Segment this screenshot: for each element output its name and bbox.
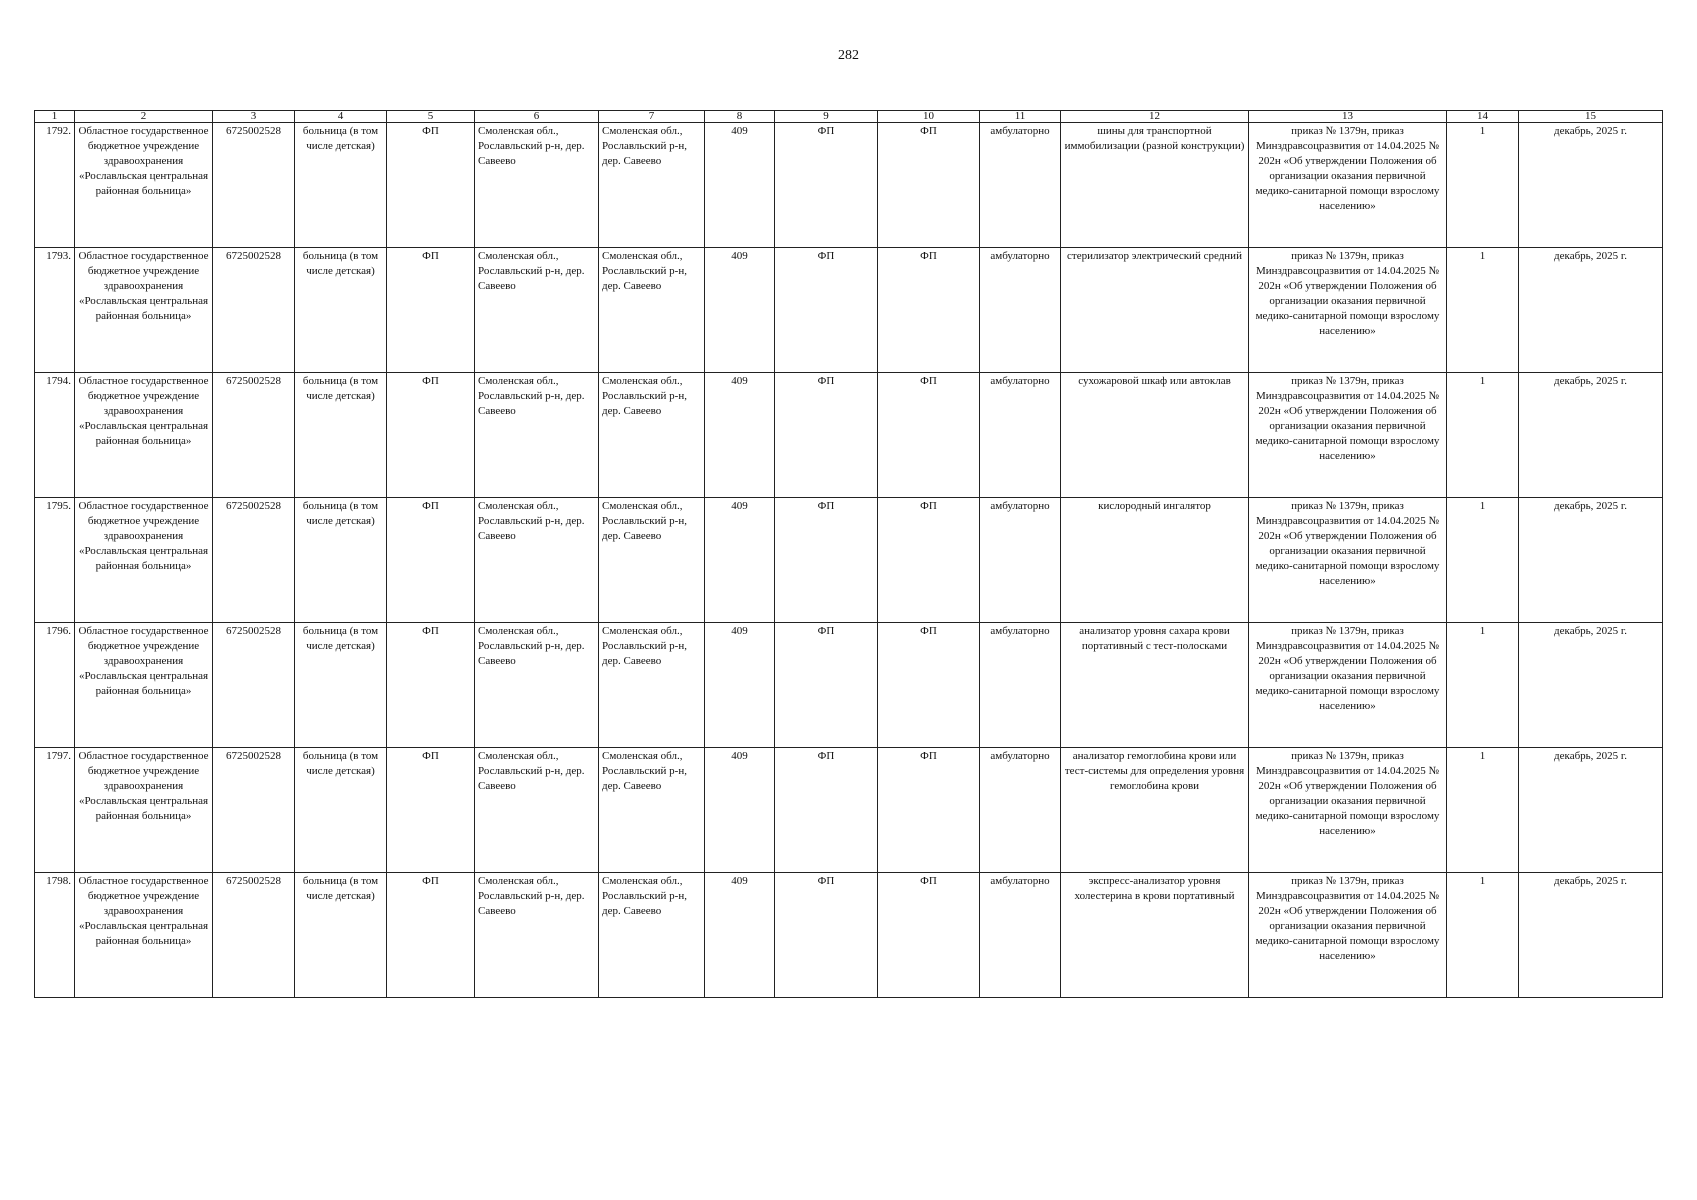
equipment-name: анализатор гемоглобина крови или тест-системы для определения уровня гемоглобина крови (1061, 748, 1249, 873)
column-header: 15 (1519, 111, 1663, 123)
facility-type: больница (в том числе детская) (295, 623, 387, 748)
delivery-date: декабрь, 2025 г. (1519, 623, 1663, 748)
facility-type: больница (в том числе детская) (295, 373, 387, 498)
facility-type: больница (в том числе детская) (295, 123, 387, 248)
equipment-table (34, 110, 1663, 998)
equipment-name: анализатор уровня сахара крови портативный с тест-полосками (1061, 623, 1249, 748)
organization-name: Областное государственное бюджетное учреждение здравоохранения «Рославльская центральная районная больница» (75, 248, 213, 373)
organization-name: Областное государственное бюджетное учреждение здравоохранения «Рославльская центральная районная больница» (75, 373, 213, 498)
unit-col10: ФП (878, 373, 980, 498)
unit-col9: ФП (775, 248, 878, 373)
column-header: 11 (980, 111, 1061, 123)
unit-col10: ФП (878, 623, 980, 748)
address-primary: Смоленская обл., Рославльский р-н, дер. Савеево (475, 373, 599, 498)
address-primary: Смоленская обл., Рославльский р-н, дер. Савеево (475, 498, 599, 623)
header-row (35, 111, 1663, 123)
column-header: 6 (475, 111, 599, 123)
quantity: 1 (1447, 373, 1519, 498)
address-primary: Смоленская обл., Рославльский р-н, дер. Савеево (475, 873, 599, 998)
quantity: 1 (1447, 123, 1519, 248)
row-number: 1795. (35, 498, 75, 623)
inn-code: 6725002528 (213, 748, 295, 873)
unit-col10: ФП (878, 498, 980, 623)
unit-col9: ФП (775, 873, 878, 998)
unit-col9: ФП (775, 373, 878, 498)
table-body (35, 123, 1663, 998)
quantity: 1 (1447, 873, 1519, 998)
organization-name: Областное государственное бюджетное учреждение здравоохранения «Рославльская центральная районная больница» (75, 623, 213, 748)
quantity: 1 (1447, 748, 1519, 873)
address-secondary: Смоленская обл., Рославльский р-н, дер. Савеево (599, 373, 705, 498)
organization-name: Областное государственное бюджетное учреждение здравоохранения «Рославльская центральная районная больница» (75, 498, 213, 623)
delivery-date: декабрь, 2025 г. (1519, 748, 1663, 873)
unit-col10: ФП (878, 123, 980, 248)
column-header: 10 (878, 111, 980, 123)
unit-col10: ФП (878, 748, 980, 873)
code-value: 409 (705, 248, 775, 373)
column-header: 12 (1061, 111, 1249, 123)
code-value: 409 (705, 873, 775, 998)
table-row (35, 623, 1663, 748)
unit-type: ФП (387, 873, 475, 998)
delivery-date: декабрь, 2025 г. (1519, 248, 1663, 373)
row-number: 1796. (35, 623, 75, 748)
table-row (35, 123, 1663, 248)
legal-basis: приказ № 1379н, приказ Минздравсоцразвития от 14.04.2025 № 202н «Об утверждении Положения об организации оказания первичной медико-санитарной помощи взрослому населению» (1249, 623, 1447, 748)
organization-name: Областное государственное бюджетное учреждение здравоохранения «Рославльская центральная районная больница» (75, 873, 213, 998)
unit-col9: ФП (775, 748, 878, 873)
table-row (35, 873, 1663, 998)
organization-name: Областное государственное бюджетное учреждение здравоохранения «Рославльская центральная районная больница» (75, 748, 213, 873)
facility-type: больница (в том числе детская) (295, 248, 387, 373)
address-secondary: Смоленская обл., Рославльский р-н, дер. Савеево (599, 248, 705, 373)
unit-col9: ФП (775, 123, 878, 248)
page-number: 282 (838, 48, 859, 63)
delivery-date: декабрь, 2025 г. (1519, 873, 1663, 998)
legal-basis: приказ № 1379н, приказ Минздравсоцразвития от 14.04.2025 № 202н «Об утверждении Положения об организации оказания первичной медико-санитарной помощи взрослому населению» (1249, 748, 1447, 873)
care-mode: амбулаторно (980, 123, 1061, 248)
quantity: 1 (1447, 498, 1519, 623)
care-mode: амбулаторно (980, 248, 1061, 373)
address-primary: Смоленская обл., Рославльский р-н, дер. Савеево (475, 248, 599, 373)
code-value: 409 (705, 748, 775, 873)
row-number: 1794. (35, 373, 75, 498)
column-header: 9 (775, 111, 878, 123)
organization-name: Областное государственное бюджетное учреждение здравоохранения «Рославльская центральная районная больница» (75, 123, 213, 248)
row-number: 1797. (35, 748, 75, 873)
code-value: 409 (705, 373, 775, 498)
column-header: 4 (295, 111, 387, 123)
inn-code: 6725002528 (213, 248, 295, 373)
legal-basis: приказ № 1379н, приказ Минздравсоцразвития от 14.04.2025 № 202н «Об утверждении Положения об организации оказания первичной медико-санитарной помощи взрослому населению» (1249, 373, 1447, 498)
address-primary: Смоленская обл., Рославльский р-н, дер. Савеево (475, 748, 599, 873)
delivery-date: декабрь, 2025 г. (1519, 498, 1663, 623)
column-header: 3 (213, 111, 295, 123)
column-header: 5 (387, 111, 475, 123)
address-secondary: Смоленская обл., Рославльский р-н, дер. Савеево (599, 623, 705, 748)
facility-type: больница (в том числе детская) (295, 748, 387, 873)
unit-col10: ФП (878, 873, 980, 998)
unit-type: ФП (387, 623, 475, 748)
column-header: 14 (1447, 111, 1519, 123)
inn-code: 6725002528 (213, 373, 295, 498)
row-number: 1798. (35, 873, 75, 998)
legal-basis: приказ № 1379н, приказ Минздравсоцразвития от 14.04.2025 № 202н «Об утверждении Положения об организации оказания первичной медико-санитарной помощи взрослому населению» (1249, 498, 1447, 623)
address-primary: Смоленская обл., Рославльский р-н, дер. Савеево (475, 623, 599, 748)
address-secondary: Смоленская обл., Рославльский р-н, дер. Савеево (599, 498, 705, 623)
care-mode: амбулаторно (980, 373, 1061, 498)
legal-basis: приказ № 1379н, приказ Минздравсоцразвития от 14.04.2025 № 202н «Об утверждении Положения об организации оказания первичной медико-санитарной помощи взрослому населению» (1249, 248, 1447, 373)
row-number: 1792. (35, 123, 75, 248)
care-mode: амбулаторно (980, 498, 1061, 623)
quantity: 1 (1447, 248, 1519, 373)
unit-type: ФП (387, 248, 475, 373)
unit-type: ФП (387, 748, 475, 873)
table-row (35, 248, 1663, 373)
address-secondary: Смоленская обл., Рославльский р-н, дер. Савеево (599, 123, 705, 248)
legal-basis: приказ № 1379н, приказ Минздравсоцразвития от 14.04.2025 № 202н «Об утверждении Положения об организации оказания первичной медико-санитарной помощи взрослому населению» (1249, 123, 1447, 248)
care-mode: амбулаторно (980, 873, 1061, 998)
inn-code: 6725002528 (213, 498, 295, 623)
inn-code: 6725002528 (213, 623, 295, 748)
unit-col10: ФП (878, 248, 980, 373)
equipment-name: кислородный ингалятор (1061, 498, 1249, 623)
column-header: 1 (35, 111, 75, 123)
unit-type: ФП (387, 498, 475, 623)
table-row (35, 373, 1663, 498)
quantity: 1 (1447, 623, 1519, 748)
facility-type: больница (в том числе детская) (295, 498, 387, 623)
unit-type: ФП (387, 373, 475, 498)
code-value: 409 (705, 123, 775, 248)
code-value: 409 (705, 623, 775, 748)
column-header: 7 (599, 111, 705, 123)
inn-code: 6725002528 (213, 873, 295, 998)
inn-code: 6725002528 (213, 123, 295, 248)
address-secondary: Смоленская обл., Рославльский р-н, дер. Савеево (599, 873, 705, 998)
code-value: 409 (705, 498, 775, 623)
row-number: 1793. (35, 248, 75, 373)
equipment-name: сухожаровой шкаф или автоклав (1061, 373, 1249, 498)
equipment-name: экспресс-анализатор уровня холестерина в крови портативный (1061, 873, 1249, 998)
facility-type: больница (в том числе детская) (295, 873, 387, 998)
care-mode: амбулаторно (980, 748, 1061, 873)
delivery-date: декабрь, 2025 г. (1519, 123, 1663, 248)
legal-basis: приказ № 1379н, приказ Минздравсоцразвития от 14.04.2025 № 202н «Об утверждении Положения об организации оказания первичной медико-санитарной помощи взрослому населению» (1249, 873, 1447, 998)
column-header: 13 (1249, 111, 1447, 123)
unit-type: ФП (387, 123, 475, 248)
unit-col9: ФП (775, 498, 878, 623)
equipment-name: стерилизатор электрический средний (1061, 248, 1249, 373)
equipment-name: шины для транспортной иммобилизации (разной конструкции) (1061, 123, 1249, 248)
column-header: 2 (75, 111, 213, 123)
column-header: 8 (705, 111, 775, 123)
table-row (35, 498, 1663, 623)
delivery-date: декабрь, 2025 г. (1519, 373, 1663, 498)
table-row (35, 748, 1663, 873)
address-primary: Смоленская обл., Рославльский р-н, дер. Савеево (475, 123, 599, 248)
unit-col9: ФП (775, 623, 878, 748)
care-mode: амбулаторно (980, 623, 1061, 748)
address-secondary: Смоленская обл., Рославльский р-н, дер. Савеево (599, 748, 705, 873)
